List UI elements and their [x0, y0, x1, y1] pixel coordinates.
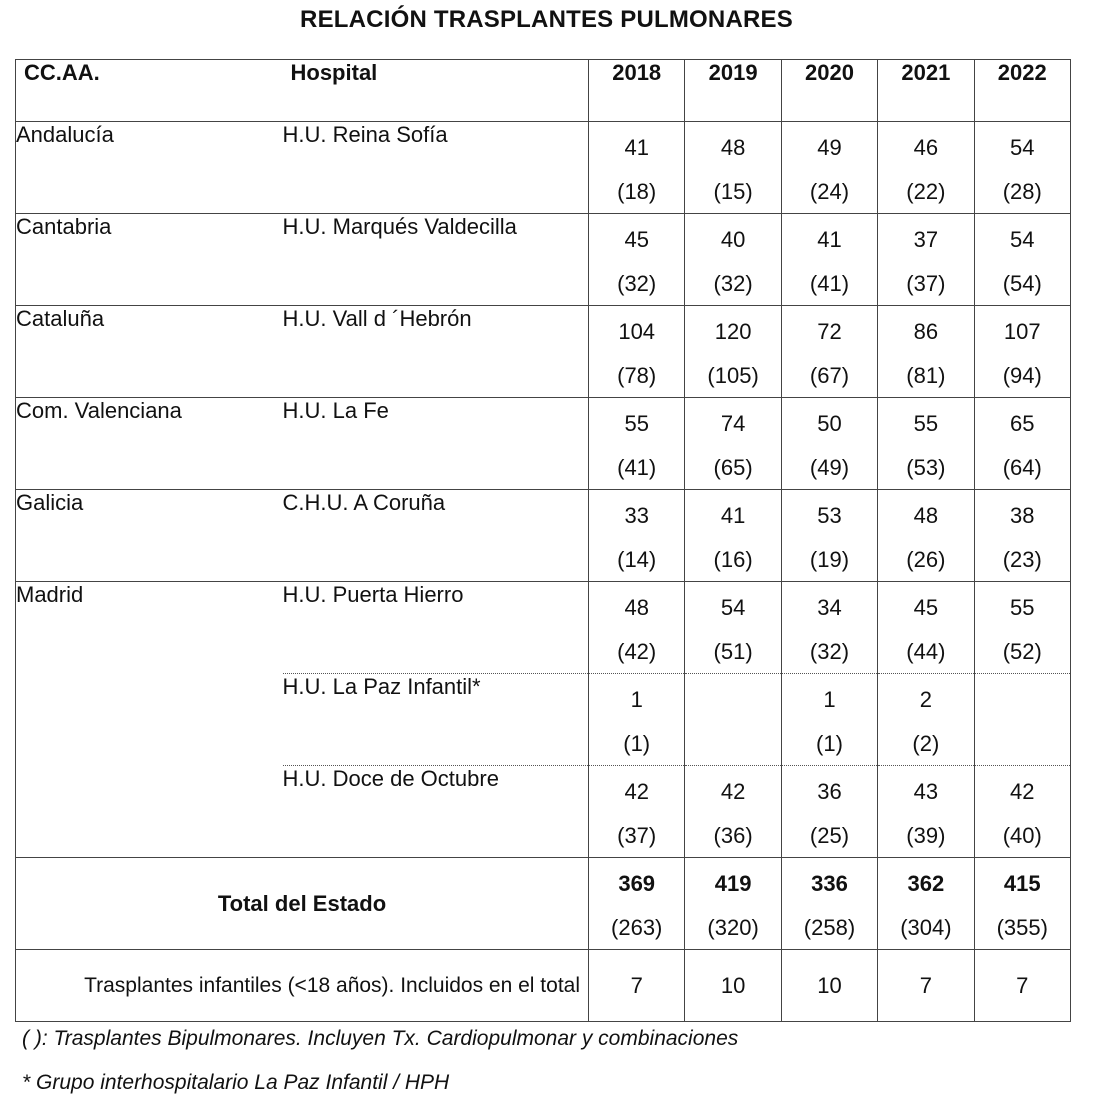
value-cell — [589, 398, 685, 490]
bilateral-transplants: (32) — [809, 639, 850, 664]
bilateral-transplants: (105) — [707, 363, 759, 388]
value-cell — [878, 582, 974, 674]
bilateral-transplants: (32) — [713, 271, 753, 296]
bilateral-transplants: (1) — [623, 731, 651, 756]
total-transplants: 41 — [817, 227, 842, 252]
bilateral-transplants: (32) — [617, 271, 657, 296]
bilateral-transplants: (67) — [809, 363, 850, 388]
bilateral-transplants: (54) — [1002, 271, 1042, 296]
value-cell — [781, 122, 877, 214]
total-transplants: 49 — [817, 135, 842, 160]
total-transplants: 48 — [624, 595, 649, 620]
value-cell — [974, 766, 1070, 858]
hospital-cell: H.U. Doce de Octubre — [283, 766, 589, 858]
value-cell — [974, 122, 1070, 214]
bilateral-transplants: (65) — [713, 455, 753, 480]
value-cell — [589, 490, 685, 582]
bilateral-transplants: (14) — [617, 547, 657, 572]
value-cell — [685, 398, 781, 490]
bilateral-transplants: (78) — [617, 363, 657, 388]
bilateral-transplants: (23) — [1002, 547, 1042, 572]
value-cell — [878, 122, 974, 214]
bilateral-transplants: (81) — [906, 363, 946, 388]
value-cell — [974, 858, 1070, 950]
value-cell — [781, 674, 877, 766]
total-transplants: 74 — [720, 411, 746, 436]
region-cell: Com. Valenciana — [16, 398, 283, 490]
value-cell: 10 — [685, 950, 781, 1022]
value-cell — [878, 766, 974, 858]
total-transplants: 48 — [720, 135, 746, 160]
total-transplants: 45 — [913, 595, 939, 620]
total-transplants: 120 — [714, 319, 752, 344]
value-cell — [685, 214, 781, 306]
region-cell: Andalucía — [16, 122, 283, 214]
footnote-bipulmonary: ( ): Trasplantes Bipulmonares. Incluyen Tx. Cardiopulmonar y combinaciones — [22, 1027, 739, 1050]
total-transplants: 55 — [624, 411, 649, 436]
total-transplants: 42 — [624, 779, 649, 804]
hospital-cell: H.U. La Paz Infantil* — [283, 674, 589, 766]
total-transplants: 46 — [913, 135, 939, 160]
value-cell — [781, 214, 877, 306]
table-row — [16, 582, 1071, 674]
total-transplants: 369 — [618, 871, 656, 896]
bilateral-transplants: (94) — [1002, 363, 1042, 388]
bilateral-transplants: (355) — [996, 915, 1048, 940]
bilateral-transplants: (25) — [809, 823, 850, 848]
value-cell — [878, 306, 974, 398]
value-cell — [781, 306, 877, 398]
hospital-cell: H.U. Marqués Valdecilla — [283, 214, 589, 306]
total-transplants: 419 — [714, 871, 752, 896]
value-cell — [685, 490, 781, 582]
column-header-year: 2022 — [974, 60, 1070, 122]
bilateral-transplants: (16) — [713, 547, 753, 572]
total-transplants: 40 — [720, 227, 746, 252]
bilateral-transplants: (24) — [809, 179, 850, 204]
table-row — [16, 306, 1071, 398]
total-transplants: 65 — [1010, 411, 1035, 436]
region-cell: Madrid — [16, 582, 283, 858]
value-cell: 7 — [974, 950, 1070, 1022]
value-cell — [589, 582, 685, 674]
value-cell — [878, 858, 974, 950]
hospital-cell: H.U. La Fe — [283, 398, 589, 490]
bilateral-transplants: (320) — [707, 915, 759, 940]
bilateral-transplants: (258) — [803, 915, 856, 940]
column-header-region: CC.AA. — [16, 60, 283, 122]
bilateral-transplants: (1) — [816, 731, 843, 756]
value-cell — [974, 582, 1070, 674]
column-header-hospital: Hospital — [283, 60, 589, 122]
value-cell — [878, 674, 974, 766]
table-row — [16, 122, 1071, 214]
total-transplants: 42 — [1010, 779, 1035, 804]
value-cell — [781, 490, 877, 582]
region-cell: Cataluña — [16, 306, 283, 398]
total-transplants: 54 — [1010, 135, 1035, 160]
total-transplants: 48 — [913, 503, 939, 528]
value-cell — [589, 858, 685, 950]
region-cell: Galicia — [16, 490, 283, 582]
value-cell — [781, 766, 877, 858]
total-transplants: 55 — [1010, 595, 1035, 620]
value-cell: 7 — [878, 950, 974, 1022]
total-transplants: 36 — [817, 779, 842, 804]
value-cell — [878, 398, 974, 490]
bilateral-transplants: (51) — [713, 639, 753, 664]
bilateral-transplants: (36) — [713, 823, 753, 848]
value-cell — [974, 398, 1070, 490]
table-row — [16, 214, 1071, 306]
bilateral-transplants: (19) — [809, 547, 850, 572]
total-transplants: 45 — [624, 227, 649, 252]
value-cell — [974, 490, 1070, 582]
total-transplants: 362 — [907, 871, 945, 896]
value-cell — [781, 582, 877, 674]
value-cell: 7 — [589, 950, 685, 1022]
value-cell — [974, 306, 1070, 398]
column-header-year: 2021 — [878, 60, 974, 122]
total-transplants: 55 — [913, 411, 939, 436]
column-header-year: 2018 — [589, 60, 685, 122]
total-transplants: 37 — [913, 227, 939, 252]
total-transplants: 415 — [1003, 871, 1041, 896]
pediatric-row — [16, 950, 1071, 1022]
bilateral-transplants: (40) — [1002, 823, 1042, 848]
bilateral-transplants: (49) — [809, 455, 850, 480]
bilateral-transplants: (42) — [617, 639, 657, 664]
value-cell — [685, 122, 781, 214]
bilateral-transplants: (26) — [906, 547, 946, 572]
total-transplants: 33 — [624, 503, 649, 528]
value-cell — [589, 674, 685, 766]
bilateral-transplants: (37) — [617, 823, 657, 848]
value-cell — [878, 214, 974, 306]
transplant-table — [15, 59, 1071, 1022]
bilateral-transplants: (53) — [906, 455, 946, 480]
hospital-cell: H.U. Reina Sofía — [283, 122, 589, 214]
total-transplants: 54 — [1010, 227, 1035, 252]
total-transplants: 34 — [817, 595, 842, 620]
page-title: RELACIÓN TRASPLANTES PULMONARES — [300, 6, 793, 33]
value-cell — [589, 122, 685, 214]
total-transplants: 53 — [817, 503, 842, 528]
column-header-year: 2019 — [685, 60, 781, 122]
total-transplants: 104 — [618, 319, 656, 344]
total-label: Total del Estado — [16, 858, 589, 950]
total-transplants: 41 — [624, 135, 649, 160]
value-cell — [589, 214, 685, 306]
total-transplants: 41 — [720, 503, 746, 528]
total-transplants: 72 — [817, 319, 842, 344]
value-cell — [685, 306, 781, 398]
value-cell — [589, 306, 685, 398]
table-row — [16, 398, 1071, 490]
total-transplants: 38 — [1010, 503, 1035, 528]
total-transplants: 2 — [919, 687, 932, 712]
bilateral-transplants: (37) — [906, 271, 946, 296]
total-transplants: 107 — [1003, 319, 1041, 344]
hospital-cell: C.H.U. A Coruña — [283, 490, 589, 582]
bilateral-transplants: (41) — [809, 271, 850, 296]
pediatric-label: Trasplantes infantiles (<18 años). Incluidos en el total — [16, 950, 589, 1022]
value-cell — [781, 858, 877, 950]
total-transplants: 1 — [823, 687, 836, 712]
table-row — [16, 490, 1071, 582]
bilateral-transplants: (263) — [611, 915, 663, 940]
total-transplants: 86 — [913, 319, 939, 344]
value-cell: 10 — [781, 950, 877, 1022]
total-transplants: 336 — [811, 871, 848, 896]
column-header-year: 2020 — [781, 60, 877, 122]
footnote-group: * Grupo interhospitalario La Paz Infantil / HPH — [22, 1071, 450, 1094]
bilateral-transplants: (2) — [912, 731, 940, 756]
total-transplants: 42 — [720, 779, 746, 804]
value-cell — [781, 398, 877, 490]
bilateral-transplants: (39) — [906, 823, 946, 848]
bilateral-transplants: (22) — [906, 179, 946, 204]
value-cell — [685, 674, 781, 766]
total-transplants: 54 — [720, 595, 746, 620]
bilateral-transplants: (44) — [906, 639, 946, 664]
bilateral-transplants: (64) — [1002, 455, 1042, 480]
value-cell — [974, 214, 1070, 306]
bilateral-transplants: (15) — [713, 179, 753, 204]
total-transplants: 1 — [630, 687, 643, 712]
total-transplants: 43 — [913, 779, 939, 804]
hospital-cell: H.U. Vall d ´Hebrón — [283, 306, 589, 398]
value-cell — [878, 490, 974, 582]
total-transplants: 50 — [817, 411, 842, 436]
bilateral-transplants: (18) — [617, 179, 657, 204]
value-cell — [685, 766, 781, 858]
value-cell — [589, 766, 685, 858]
bilateral-transplants: (41) — [617, 455, 657, 480]
total-row — [16, 858, 1071, 950]
bilateral-transplants: (52) — [1002, 639, 1042, 664]
region-cell: Cantabria — [16, 214, 283, 306]
bilateral-transplants: (28) — [1002, 179, 1042, 204]
value-cell — [974, 674, 1070, 766]
table-header-row — [16, 60, 1071, 122]
value-cell — [685, 582, 781, 674]
value-cell — [685, 858, 781, 950]
bilateral-transplants: (304) — [900, 915, 952, 940]
hospital-cell: H.U. Puerta Hierro — [283, 582, 589, 674]
